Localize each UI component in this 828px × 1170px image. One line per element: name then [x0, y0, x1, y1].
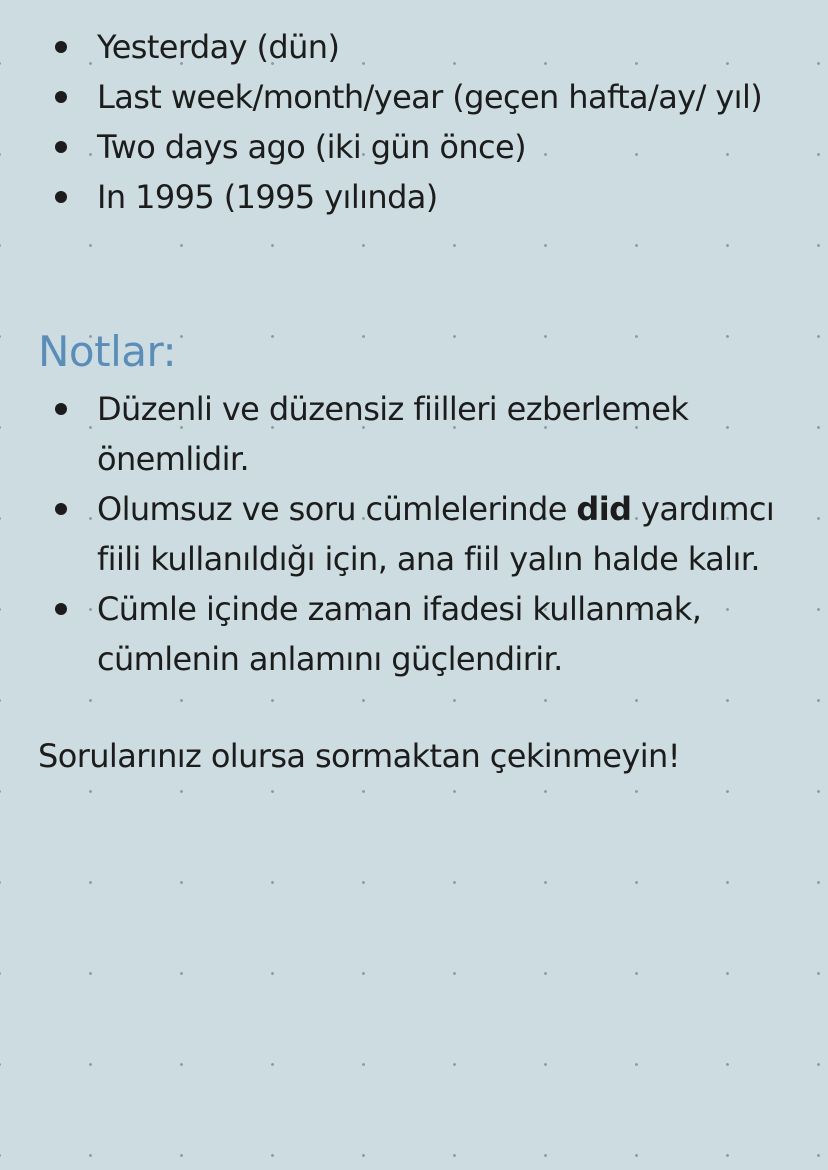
- list-item-text: In 1995 (1995 yılında): [97, 178, 438, 216]
- list-item-text: Last week/month/year (geçen hafta/ay/ yıl): [97, 78, 763, 116]
- bullet-icon: [55, 91, 67, 103]
- notes-heading: Notlar:: [38, 327, 177, 376]
- keyword-did: did: [576, 490, 632, 528]
- list-item: [0, 122, 828, 172]
- bullet-icon: [55, 603, 67, 615]
- bullet-icon: [55, 141, 67, 153]
- list-item-text: Düzenli ve düzensiz fiilleri ezberlemek önemlidir.: [97, 390, 689, 478]
- list-item-text-start: Olumsuz ve soru cümlelerinde: [97, 490, 577, 528]
- notes-list: [0, 384, 828, 684]
- list-item: [0, 72, 828, 122]
- list-item-text: Cümle içinde zaman ifadesi kullanmak, cümlenin anlamını güçlendirir.: [97, 590, 702, 678]
- bullet-icon: [55, 41, 67, 53]
- time-expressions-list: [0, 22, 828, 222]
- bullet-icon: [55, 503, 67, 515]
- bullet-icon: [55, 191, 67, 203]
- list-item: [0, 172, 828, 222]
- list-item: [0, 384, 828, 484]
- closing-text: Sorularınız olursa sormaktan çekinmeyin!: [38, 737, 680, 775]
- bullet-icon: [55, 403, 67, 415]
- list-item: [0, 584, 828, 684]
- list-item-text-end: yardımcı fiili kullanıldığı için, ana fiil yalın halde kalır.: [97, 490, 775, 578]
- list-item-text: Yesterday (dün): [97, 28, 340, 66]
- list-item: [0, 22, 828, 72]
- list-item-text: Two days ago (iki gün önce): [97, 128, 526, 166]
- list-item: [0, 484, 828, 584]
